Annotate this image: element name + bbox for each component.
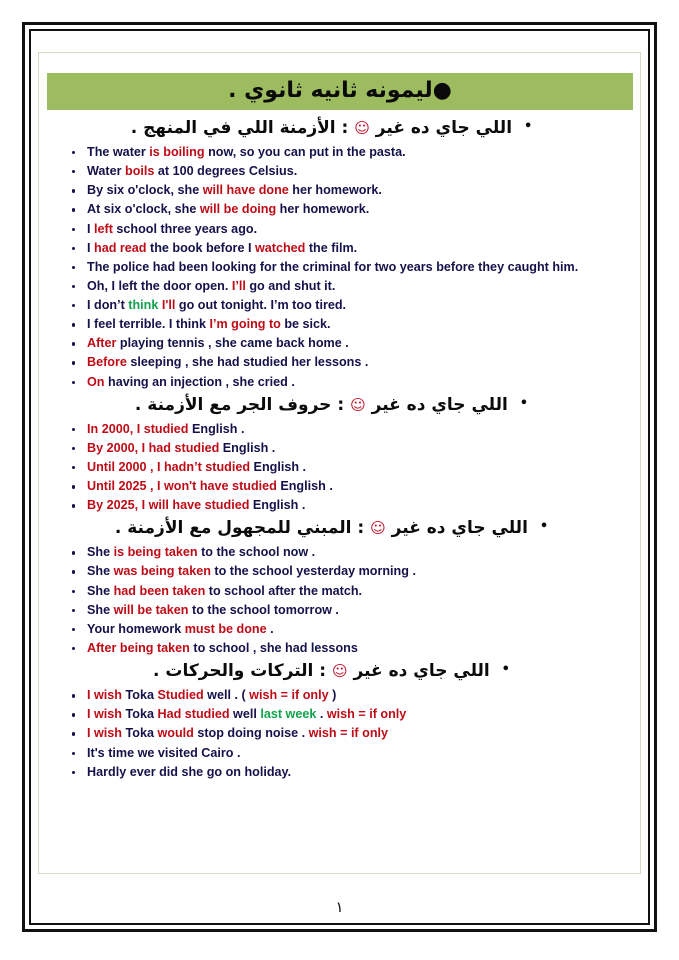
sentence-fragment: well . ( xyxy=(203,688,250,703)
section-heading xyxy=(39,392,640,420)
title-banner xyxy=(47,73,633,110)
example-sentence xyxy=(39,143,640,162)
example-sentence xyxy=(39,639,640,658)
sentence-fragment: to the school tomorrow . xyxy=(188,602,339,617)
sentence-fragment: to the school yesterday morning . xyxy=(210,564,416,579)
sentence-fragment: . xyxy=(266,621,274,636)
sentence-fragment: will be taken xyxy=(113,602,189,617)
sentence-fragment: On xyxy=(87,374,105,389)
sentence-fragment: must be done xyxy=(184,621,267,636)
smiley-icon: ☺ xyxy=(354,119,370,137)
sentence-fragment: Until 2000 , I hadn’t studied xyxy=(87,459,254,474)
example-sentence xyxy=(39,181,640,200)
heading-bullet-icon: • xyxy=(501,662,510,678)
sentence-fragment: She xyxy=(87,545,114,560)
example-sentence xyxy=(39,258,640,277)
sentence-fragment: English . xyxy=(222,440,276,455)
example-sentence xyxy=(39,562,640,581)
example-sentence xyxy=(39,162,640,181)
sentence-fragment: her homework. xyxy=(288,183,382,198)
sentence-fragment: ) xyxy=(328,688,337,703)
sentence-fragment: wish = if only xyxy=(308,726,389,741)
example-sentence-list xyxy=(39,143,640,392)
section-heading xyxy=(39,115,640,143)
sentence-fragment: now, so you can put in the pasta xyxy=(204,144,403,159)
sentence-fragment: Until 2025 , I won't have studied xyxy=(87,479,281,494)
page-number: ١ xyxy=(335,898,344,916)
example-sentence xyxy=(39,420,640,439)
sentence-fragment: well xyxy=(229,707,261,722)
sentence-fragment: to the school now . xyxy=(197,545,316,560)
sentence-fragment: . xyxy=(402,144,406,159)
example-sentence xyxy=(39,705,640,724)
sentence-fragment: . xyxy=(316,707,327,722)
example-sentence xyxy=(39,334,640,353)
sentence-fragment: By six o'clock, she xyxy=(87,183,203,198)
sentence-fragment: watched xyxy=(254,240,306,255)
sentence-fragment: By 2000, I had studied xyxy=(87,440,223,455)
sentence-fragment: having an injection , she cried . xyxy=(104,374,295,389)
sentence-fragment: had been taken xyxy=(113,583,206,598)
sentence-fragment: I xyxy=(87,221,94,236)
sentence-fragment: the film xyxy=(305,240,354,255)
sentence-fragment: is boiling xyxy=(149,144,205,159)
sentence-fragment: be sick. xyxy=(280,317,331,332)
example-sentence xyxy=(39,239,640,258)
example-sentence xyxy=(39,296,640,315)
sentence-fragment: She xyxy=(87,583,114,598)
heading-topic-text: : الأزمنة اللي في المنهج . xyxy=(130,118,355,138)
sentence-fragment: go and shut it. xyxy=(245,278,336,293)
heading-bullet-icon: • xyxy=(519,395,529,411)
heading-lead-text: اللي جاي ده غير xyxy=(369,118,518,138)
sentence-fragment: . xyxy=(353,240,358,255)
sentence-fragment: Hardly ever did she go on holiday. xyxy=(87,764,292,779)
section-heading xyxy=(39,658,640,686)
example-sentence-list xyxy=(39,686,640,782)
sentence-fragment: I wish xyxy=(87,707,126,722)
sentence-fragment: left xyxy=(94,221,113,236)
sentence-fragment: It's time we visited Cairo . xyxy=(87,745,241,760)
example-sentence xyxy=(39,496,640,515)
page-title: ●ليمونه ثانيه ثانوي . xyxy=(228,77,452,103)
sentence-fragment: Oh, I left the door open. xyxy=(87,278,232,293)
sentence-fragment: I’m going to xyxy=(209,317,281,332)
example-sentence-list xyxy=(39,543,640,658)
sentence-fragment: Your homework xyxy=(87,621,185,636)
sentence-fragment: After xyxy=(87,336,117,351)
sentence-fragment: English . xyxy=(280,479,333,494)
content-area xyxy=(38,52,641,874)
sentence-fragment: stop doing noise . xyxy=(193,726,309,741)
smiley-icon: ☺ xyxy=(331,662,348,681)
example-sentence xyxy=(39,439,640,458)
sentence-fragment: The water xyxy=(87,144,150,159)
heading-topic-text: : المبني للمجهول مع الأزمنة . xyxy=(114,518,371,539)
sentence-fragment: would xyxy=(157,726,194,741)
heading-bullet-icon: • xyxy=(523,119,533,134)
sentence-fragment: I feel terrible. I think xyxy=(87,317,210,332)
sentence-fragment: Had studied xyxy=(157,707,230,722)
sentence-fragment: the book before I xyxy=(146,240,255,255)
example-sentence xyxy=(39,686,640,705)
heading-topic-text: : التركات والحركات . xyxy=(153,661,332,682)
heading-topic-text: : حروف الجر مع الأزمنة . xyxy=(134,394,351,415)
example-sentence xyxy=(39,582,640,601)
sentence-fragment: English . xyxy=(191,421,245,436)
example-sentence xyxy=(39,744,640,763)
example-sentence xyxy=(39,620,640,639)
sentence-fragment: wish = if only xyxy=(326,707,407,722)
example-sentence xyxy=(39,220,640,239)
sentence-fragment: I'll xyxy=(161,298,176,313)
sentence-fragment: English . xyxy=(253,459,307,474)
sentence-fragment: go out tonight. I’m too tired. xyxy=(175,298,347,313)
example-sentence xyxy=(39,373,640,392)
sentence-fragment: At six o'clock, she xyxy=(87,202,200,217)
example-sentence xyxy=(39,724,640,743)
sentence-fragment: I don’t xyxy=(87,298,129,313)
example-sentence xyxy=(39,601,640,620)
sentence-fragment: English . xyxy=(252,498,306,513)
smiley-icon: ☺ xyxy=(370,519,386,538)
smiley-icon: ☺ xyxy=(350,395,366,414)
example-sentence-list xyxy=(39,420,640,516)
sentence-fragment: I wish xyxy=(87,688,126,703)
sentence-fragment: . xyxy=(574,259,579,274)
sentence-fragment: I wish xyxy=(87,726,126,741)
sentence-fragment: was being taken xyxy=(113,564,211,579)
heading-lead-text: اللي جاي ده غير xyxy=(347,661,496,682)
example-sentence xyxy=(39,763,640,782)
sentence-fragment: at 100 degrees Celsius. xyxy=(154,164,298,179)
sentence-fragment: to school after the match. xyxy=(205,583,363,598)
sentence-fragment: I xyxy=(87,240,94,255)
heading-lead-text: اللي جاي ده غير xyxy=(365,394,514,415)
sentence-fragment: Before xyxy=(87,355,127,370)
sentence-fragment: school three years ago. xyxy=(112,221,258,236)
sentence-fragment: had read xyxy=(94,240,147,255)
sentence-fragment: Studied xyxy=(157,688,204,703)
example-sentence xyxy=(39,477,640,496)
sentence-fragment: By 2025, I will have studied xyxy=(87,498,253,513)
sentence-fragment: In 2000, I studied xyxy=(87,421,192,436)
sentence-fragment: Toka xyxy=(125,688,158,703)
sentence-fragment: wish = if only xyxy=(249,688,329,703)
sentence-fragment: to school , she had lessons xyxy=(189,641,358,656)
heading-lead-text: اللي جاي ده غير xyxy=(385,518,534,539)
section-heading xyxy=(39,515,640,543)
document-body xyxy=(39,115,640,782)
example-sentence xyxy=(39,353,640,372)
sentence-fragment: The police had been looking for the criminal for two years before they caught him xyxy=(87,259,575,274)
example-sentence xyxy=(39,277,640,296)
sentence-fragment: her homework. xyxy=(276,202,370,217)
example-sentence xyxy=(39,315,640,334)
sentence-fragment: last week xyxy=(260,707,317,722)
heading-bullet-icon: • xyxy=(539,519,549,535)
example-sentence xyxy=(39,458,640,477)
sentence-fragment: Toka xyxy=(125,707,158,722)
sentence-fragment: boils xyxy=(125,164,155,179)
sentence-fragment: sleeping , she had studied her lessons . xyxy=(126,355,369,370)
sentence-fragment: She xyxy=(87,602,114,617)
sentence-fragment: playing tennis , she came back home . xyxy=(116,336,349,351)
sentence-fragment: will have done xyxy=(202,183,289,198)
sentence-fragment: I’ll xyxy=(231,278,246,293)
sentence-fragment: Toka xyxy=(125,726,158,741)
sentence-fragment: Water xyxy=(87,164,126,179)
sentence-fragment: will be doing xyxy=(199,202,277,217)
sentence-fragment: is being taken xyxy=(113,545,198,560)
sentence-fragment: After being taken xyxy=(87,641,190,656)
example-sentence xyxy=(39,543,640,562)
sentence-fragment: She xyxy=(87,564,114,579)
example-sentence xyxy=(39,200,640,219)
sentence-fragment: think xyxy=(128,298,159,313)
